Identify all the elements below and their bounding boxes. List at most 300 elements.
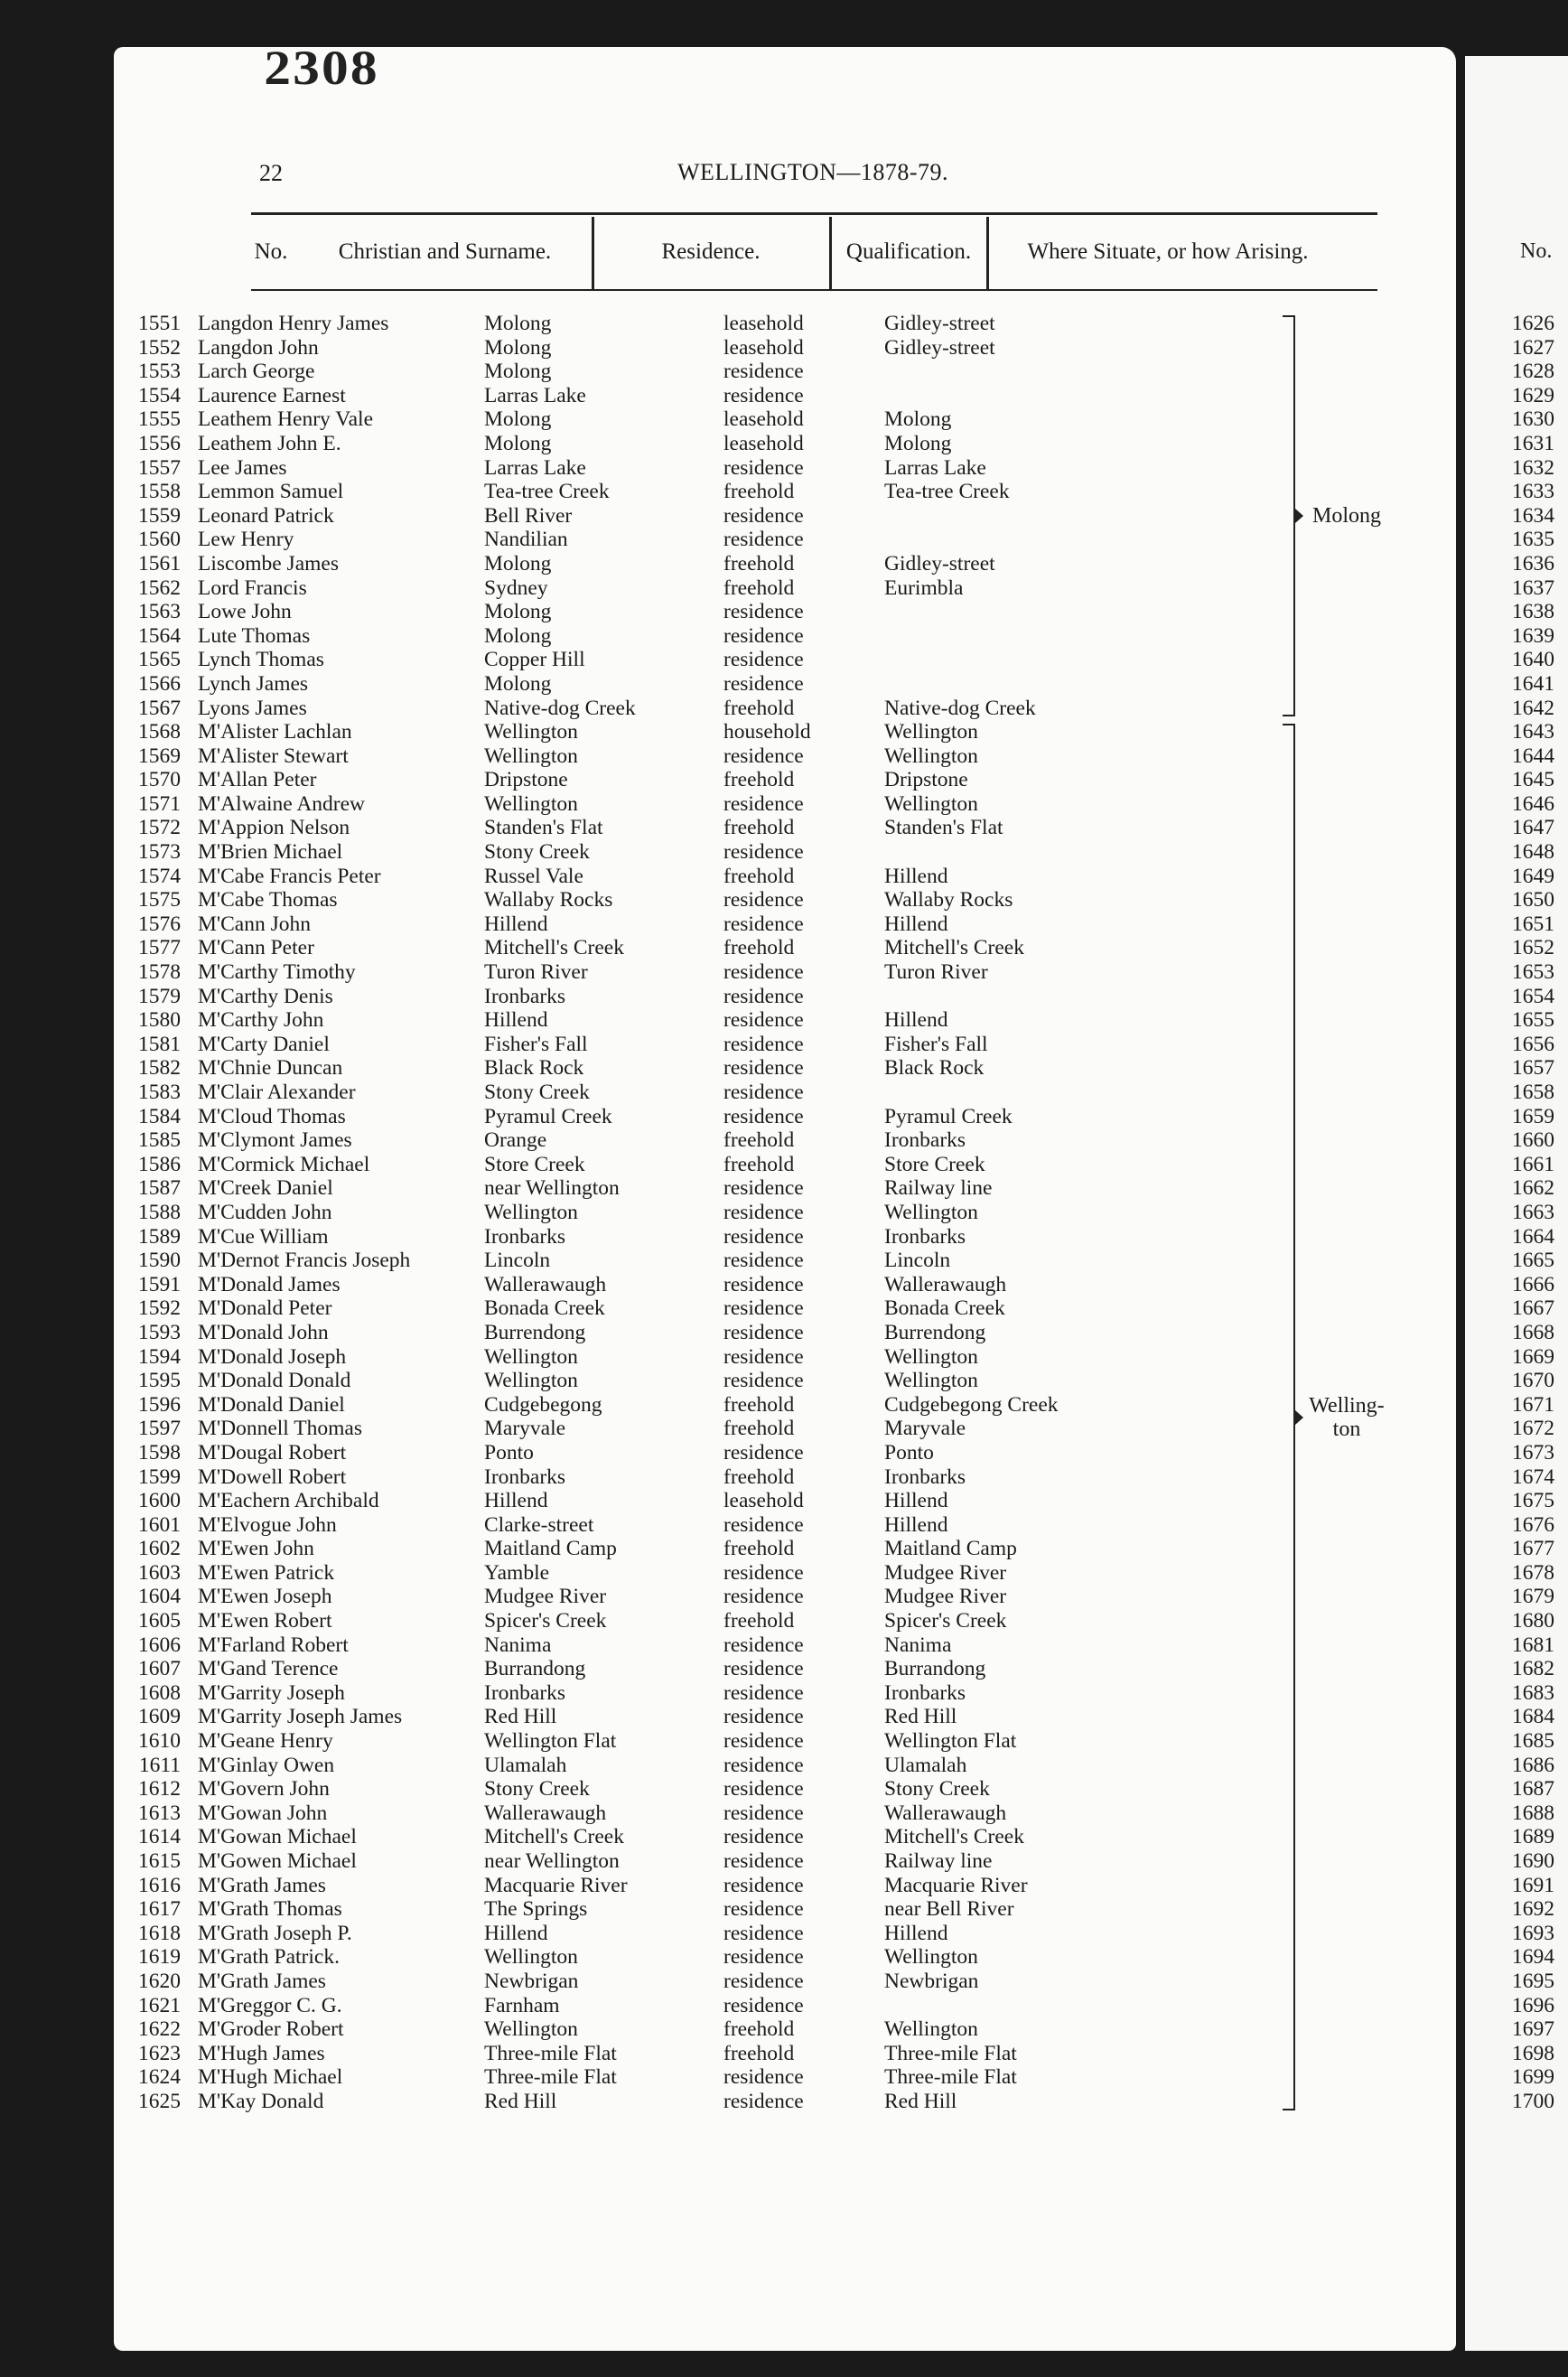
- cell-qualification: freehold: [723, 551, 795, 576]
- table-row: [0, 1729, 1342, 1754]
- cell-where: Red Hill: [884, 1705, 957, 1729]
- table-row: [0, 1561, 1342, 1586]
- cell-name: M'Cabe Thomas: [198, 888, 338, 912]
- adjacent-row-number: 1667: [1512, 1296, 1554, 1321]
- cell-no: 1613: [138, 1801, 181, 1825]
- table-row: [0, 1296, 1342, 1321]
- table-row: [0, 1777, 1342, 1801]
- cell-qualification: residence: [723, 1969, 804, 1993]
- cell-no: 1552: [138, 335, 181, 360]
- cell-name: M'Appion Nelson: [198, 816, 350, 840]
- cell-qualification: residence: [723, 960, 804, 985]
- table-row: [0, 912, 1342, 937]
- cell-residence: Hillend: [484, 1008, 548, 1033]
- table-row: [0, 1489, 1342, 1513]
- table-row: [0, 672, 1342, 697]
- adjacent-row-number: 1659: [1512, 1104, 1554, 1128]
- cell-where: Three-mile Flat: [884, 2065, 1017, 2090]
- cell-residence: Turon River: [484, 960, 588, 985]
- adjacent-row-number: 1647: [1512, 816, 1554, 840]
- cell-name: M'Cann John: [198, 912, 312, 936]
- cell-where: Wellington: [884, 791, 978, 816]
- cell-where: Wellington: [884, 1344, 978, 1369]
- cell-name: M'Greggor C. G.: [198, 1993, 342, 2017]
- cell-where: Molong: [884, 431, 952, 455]
- cell-residence: Ironbarks: [484, 1224, 566, 1249]
- cell-qualification: residence: [723, 1921, 804, 1945]
- cell-residence: Molong: [484, 335, 552, 360]
- district-brace-end: [1283, 724, 1295, 725]
- table-row: [0, 1008, 1342, 1033]
- adjacent-row-number: 1635: [1512, 528, 1554, 552]
- table-row: [0, 384, 1342, 408]
- adjacent-row-number: 1631: [1512, 431, 1554, 455]
- cell-residence: Maitland Camp: [484, 1537, 617, 1561]
- district-brace-end: [1283, 2109, 1295, 2110]
- cell-where: near Bell River: [884, 1897, 1014, 1922]
- cell-name: Leonard Patrick: [198, 503, 334, 528]
- cell-no: 1559: [138, 503, 181, 528]
- cell-name: M'Elvogue John: [198, 1512, 337, 1537]
- table-row: [0, 1441, 1342, 1465]
- cell-where: Ironbarks: [884, 1224, 966, 1249]
- cell-residence: Ulamalah: [484, 1753, 567, 1777]
- adjacent-row-number: 1642: [1512, 696, 1554, 720]
- cell-residence: Red Hill: [484, 2089, 557, 2113]
- cell-name: M'Grath Joseph P.: [198, 1921, 352, 1945]
- cell-where: Dripstone: [884, 768, 968, 792]
- cell-qualification: residence: [723, 1008, 804, 1033]
- adjacent-row-number: 1662: [1512, 1176, 1554, 1201]
- cell-name: M'Creek Daniel: [198, 1176, 333, 1201]
- cell-residence: Spicer's Creek: [484, 1609, 607, 1633]
- cell-where: Railway line: [884, 1849, 993, 1873]
- column-divider: [986, 217, 989, 291]
- cell-no: 1574: [138, 864, 181, 888]
- cell-qualification: residence: [723, 1801, 804, 1825]
- cell-no: 1621: [138, 1993, 181, 2017]
- cell-no: 1564: [138, 623, 181, 648]
- cell-where: Maryvale: [884, 1417, 966, 1441]
- cell-residence: Molong: [484, 551, 552, 576]
- adjacent-row-number: 1641: [1512, 671, 1554, 696]
- table-row: [0, 552, 1342, 576]
- cell-qualification: residence: [723, 1657, 804, 1681]
- table-row: [0, 1897, 1342, 1922]
- table-row: [0, 2042, 1342, 2066]
- adjacent-row-number: 1681: [1512, 1633, 1554, 1657]
- cell-name: Lute Thomas: [198, 623, 311, 648]
- cell-name: M'Groder Robert: [198, 2017, 344, 2042]
- cell-where: Burrandong: [884, 1657, 986, 1681]
- cell-no: 1557: [138, 455, 181, 480]
- table-row: [0, 1681, 1342, 1706]
- cell-where: Eurimbla: [884, 576, 964, 600]
- cell-qualification: residence: [723, 840, 804, 865]
- cell-name: M'Donald Peter: [198, 1296, 332, 1321]
- cell-residence: Ironbarks: [484, 1680, 566, 1705]
- adjacent-row-number: 1637: [1512, 576, 1554, 600]
- district-brace-point: [1295, 1410, 1303, 1425]
- cell-residence: Wellington: [484, 1945, 578, 1970]
- cell-where: Ulamalah: [884, 1753, 967, 1777]
- cell-no: 1609: [138, 1705, 181, 1729]
- table-row: [0, 985, 1342, 1009]
- adjacent-row-number: 1660: [1512, 1128, 1554, 1153]
- cell-no: 1602: [138, 1537, 181, 1561]
- table-row: [0, 1176, 1342, 1201]
- cell-qualification: residence: [723, 383, 804, 407]
- cell-residence: Burrandong: [484, 1657, 586, 1681]
- cell-qualification: residence: [723, 1897, 804, 1922]
- cell-qualification: residence: [723, 744, 804, 768]
- cell-residence: Three-mile Flat: [484, 2041, 617, 2065]
- cell-where: Three-mile Flat: [884, 2041, 1017, 2065]
- table-row: [0, 1249, 1342, 1273]
- cell-where: Wellington: [884, 720, 978, 744]
- cell-qualification: household: [723, 720, 811, 744]
- cell-name: M'Cudden John: [198, 1200, 332, 1224]
- cell-qualification: residence: [723, 1296, 804, 1321]
- cell-residence: Larras Lake: [484, 455, 586, 480]
- table-row: [0, 432, 1342, 456]
- column-divider: [592, 217, 594, 291]
- cell-no: 1551: [138, 312, 181, 335]
- cell-qualification: residence: [723, 2089, 804, 2113]
- cell-qualification: residence: [723, 1056, 804, 1081]
- cell-no: 1587: [138, 1176, 181, 1201]
- cell-name: M'Donald John: [198, 1320, 329, 1344]
- table-row: [0, 648, 1342, 672]
- cell-qualification: freehold: [723, 1152, 795, 1176]
- cell-name: M'Cue William: [198, 1224, 329, 1249]
- table-row: [0, 1633, 1342, 1658]
- cell-qualification: leasehold: [723, 312, 804, 335]
- cell-no: 1603: [138, 1560, 181, 1585]
- cell-name: M'Grath James: [198, 1969, 326, 1993]
- cell-where: Wallaby Rocks: [884, 888, 1013, 912]
- cell-where: Black Rock: [884, 1056, 985, 1081]
- column-header-residence: Residence.: [661, 239, 761, 264]
- cell-residence: Wallerawaugh: [484, 1801, 607, 1825]
- cell-no: 1595: [138, 1369, 181, 1393]
- cell-no: 1607: [138, 1657, 181, 1681]
- adjacent-row-number: 1700: [1512, 2089, 1554, 2113]
- adjacent-row-number: 1683: [1512, 1680, 1554, 1705]
- table-row: [0, 1105, 1342, 1129]
- adjacent-row-number: 1655: [1512, 1008, 1554, 1033]
- cell-residence: Hillend: [484, 912, 548, 936]
- district-brace-end: [1283, 315, 1295, 317]
- cell-residence: Stony Creek: [484, 1777, 590, 1801]
- table-row: [0, 1273, 1342, 1297]
- adjacent-row-number: 1653: [1512, 960, 1554, 985]
- table-row: [0, 1345, 1342, 1370]
- cell-where: Ironbarks: [884, 1680, 966, 1705]
- cell-name: M'Gowan Michael: [198, 1825, 357, 1849]
- cell-where: Ponto: [884, 1440, 934, 1465]
- cell-no: 1619: [138, 1945, 181, 1970]
- adjacent-row-number: 1628: [1512, 360, 1554, 384]
- cell-residence: Macquarie River: [484, 1873, 628, 1897]
- cell-name: Langdon John: [198, 335, 319, 360]
- cell-no: 1585: [138, 1128, 181, 1153]
- table-row: [0, 816, 1342, 840]
- cell-where: Store Creek: [884, 1152, 985, 1176]
- table-row: [0, 1056, 1342, 1081]
- adjacent-row-number: 1668: [1512, 1320, 1554, 1344]
- cell-residence: Wellington: [484, 720, 578, 744]
- table-row: [0, 1585, 1342, 1609]
- cell-residence: Farnham: [484, 1993, 560, 2017]
- cell-qualification: residence: [723, 648, 804, 672]
- cell-no: 1567: [138, 696, 181, 720]
- adjacent-row-number: 1630: [1512, 407, 1554, 432]
- cell-name: Lord Francis: [198, 576, 307, 600]
- cell-no: 1622: [138, 2017, 181, 2042]
- adjacent-row-number: 1629: [1512, 383, 1554, 407]
- cell-name: M'Garrity Joseph James: [198, 1705, 403, 1729]
- cell-name: M'Donald Joseph: [198, 1344, 347, 1369]
- cell-no: 1615: [138, 1849, 181, 1873]
- cell-residence: Hillend: [484, 1921, 548, 1945]
- cell-name: Larch George: [198, 360, 315, 384]
- adjacent-row-number: 1682: [1512, 1657, 1554, 1681]
- cell-qualification: freehold: [723, 480, 795, 504]
- cell-residence: Molong: [484, 312, 552, 335]
- cell-residence: Bonada Creek: [484, 1296, 605, 1321]
- cell-name: M'Ewen John: [198, 1537, 314, 1561]
- table-row: [0, 600, 1342, 624]
- cell-residence: Maryvale: [484, 1417, 566, 1441]
- adjacent-row-number: 1656: [1512, 1032, 1554, 1056]
- cell-residence: Dripstone: [484, 768, 568, 792]
- cell-no: 1554: [138, 383, 181, 407]
- cell-name: M'Geane Henry: [198, 1729, 333, 1754]
- cell-residence: Wellington: [484, 791, 578, 816]
- cell-residence: Wellington Flat: [484, 1729, 617, 1754]
- cell-name: M'Cabe Francis Peter: [198, 864, 381, 888]
- table-row: [0, 888, 1342, 912]
- adjacent-row-number: 1658: [1512, 1081, 1554, 1104]
- cell-residence: Stony Creek: [484, 1081, 590, 1104]
- adjacent-row-number: 1645: [1512, 768, 1554, 792]
- cell-qualification: freehold: [723, 2017, 795, 2042]
- cell-qualification: freehold: [723, 1465, 795, 1489]
- cell-name: Liscombe James: [198, 551, 339, 576]
- cell-residence: Stony Creek: [484, 840, 590, 865]
- cell-qualification: freehold: [723, 864, 795, 888]
- cell-no: 1592: [138, 1296, 181, 1321]
- table-row: [0, 1970, 1342, 1994]
- table-row: [0, 1922, 1342, 1946]
- cell-no: 1590: [138, 1249, 181, 1273]
- cell-residence: near Wellington: [484, 1849, 620, 1873]
- district-label: Molong: [1311, 504, 1381, 529]
- cell-where: Stony Creek: [884, 1777, 990, 1801]
- cell-no: 1563: [138, 600, 181, 624]
- cell-where: Railway line: [884, 1176, 993, 1201]
- cell-no: 1600: [138, 1489, 181, 1513]
- cell-no: 1616: [138, 1873, 181, 1897]
- adjacent-row-number: 1634: [1512, 503, 1554, 528]
- cell-residence: Yamble: [484, 1560, 550, 1585]
- adjacent-row-number: 1638: [1512, 600, 1554, 624]
- cell-where: Spicer's Creek: [884, 1609, 1007, 1633]
- cell-name: M'Cann Peter: [198, 936, 314, 960]
- table-row: [0, 1128, 1342, 1153]
- cell-where: Mudgee River: [884, 1560, 1007, 1585]
- cell-where: Pyramul Creek: [884, 1104, 1013, 1128]
- cell-no: 1596: [138, 1392, 181, 1417]
- adjacent-row-number: 1640: [1512, 648, 1554, 672]
- cell-where: Gidley-street: [884, 335, 995, 360]
- adjacent-row-number: 1692: [1512, 1897, 1554, 1922]
- cell-name: M'Gand Terence: [198, 1657, 339, 1681]
- running-title: WELLINGTON—1878-79.: [677, 159, 949, 185]
- adjacent-row-number: 1643: [1512, 720, 1554, 744]
- cell-where: Gidley-street: [884, 551, 995, 576]
- cell-no: 1598: [138, 1440, 181, 1465]
- cell-qualification: residence: [723, 1512, 804, 1537]
- cell-qualification: residence: [723, 1344, 804, 1369]
- cell-name: M'Donald James: [198, 1272, 341, 1296]
- cell-qualification: freehold: [723, 696, 795, 720]
- cell-qualification: freehold: [723, 1128, 795, 1153]
- cell-qualification: residence: [723, 1560, 804, 1585]
- cell-no: 1606: [138, 1633, 181, 1657]
- cell-qualification: residence: [723, 1369, 804, 1393]
- table-row: [0, 336, 1342, 360]
- adjacent-row-number: 1657: [1512, 1056, 1554, 1081]
- cell-qualification: residence: [723, 1272, 804, 1296]
- cell-no: 1573: [138, 840, 181, 865]
- adjacent-row-number: 1690: [1512, 1849, 1554, 1873]
- table-row: [0, 1225, 1342, 1249]
- cell-no: 1568: [138, 720, 181, 744]
- cell-residence: Orange: [484, 1128, 547, 1153]
- cell-residence: Pyramul Creek: [484, 1104, 612, 1128]
- cell-qualification: leasehold: [723, 407, 804, 432]
- table-row: [0, 1465, 1342, 1490]
- cell-no: 1611: [138, 1753, 181, 1777]
- cell-residence: Wellington: [484, 744, 578, 768]
- adjacent-row-number: 1651: [1512, 912, 1554, 936]
- adjacent-row-number: 1644: [1512, 744, 1554, 768]
- adjacent-row-number: 1672: [1512, 1417, 1554, 1441]
- cell-qualification: residence: [723, 1176, 804, 1201]
- cell-no: 1566: [138, 671, 181, 696]
- adjacent-row-number: 1646: [1512, 791, 1554, 816]
- cell-qualification: residence: [723, 1104, 804, 1128]
- adjacent-row-number: 1694: [1512, 1945, 1554, 1970]
- cell-where: Wellington: [884, 1369, 978, 1393]
- cell-where: Wellington: [884, 1945, 978, 1970]
- table-row: [0, 1513, 1342, 1538]
- table-row: [0, 960, 1342, 985]
- cell-where: Wellington: [884, 1200, 978, 1224]
- table-row: [0, 1201, 1342, 1225]
- cell-qualification: residence: [723, 1729, 804, 1754]
- cell-where: Nanima: [884, 1633, 952, 1657]
- cell-name: M'Donnell Thomas: [198, 1417, 362, 1441]
- cell-where: Hillend: [884, 1008, 948, 1033]
- cell-residence: Three-mile Flat: [484, 2065, 617, 2090]
- cell-name: M'Garrity Joseph: [198, 1680, 345, 1705]
- table-row: [0, 768, 1342, 792]
- district-label: Welling- ton: [1309, 1393, 1385, 1441]
- cell-qualification: residence: [723, 1993, 804, 2017]
- cell-residence: Bell River: [484, 503, 573, 528]
- cell-name: M'Brien Michael: [198, 840, 343, 865]
- cell-where: Wallerawaugh: [884, 1272, 1007, 1296]
- table-row: [0, 2090, 1342, 2114]
- cell-qualification: residence: [723, 984, 804, 1008]
- table-row: [0, 865, 1342, 889]
- cell-where: Ironbarks: [884, 1128, 966, 1153]
- cell-residence: Nandilian: [484, 528, 568, 552]
- cell-qualification: residence: [723, 623, 804, 648]
- cell-qualification: residence: [723, 1753, 804, 1777]
- cell-name: M'Hugh James: [198, 2041, 325, 2065]
- cell-where: Molong: [884, 407, 952, 432]
- cell-name: M'Carty Daniel: [198, 1032, 330, 1056]
- cell-name: Lynch James: [198, 671, 309, 696]
- cell-residence: Standen's Flat: [484, 816, 603, 840]
- adjacent-row-number: 1652: [1512, 936, 1554, 960]
- table-row: [0, 504, 1342, 529]
- table-row: [0, 1825, 1342, 1849]
- table-row: [0, 1657, 1342, 1681]
- adjacent-row-number: 1688: [1512, 1801, 1554, 1825]
- column-divider: [829, 217, 832, 291]
- adjacent-row-number: 1686: [1512, 1753, 1554, 1777]
- cell-name: M'Grath James: [198, 1873, 326, 1897]
- cell-residence: Burrendong: [484, 1320, 586, 1344]
- adjacent-row-number: 1663: [1512, 1200, 1554, 1224]
- adjacent-row-number: 1666: [1512, 1272, 1554, 1296]
- cell-where: Native-dog Creek: [884, 696, 1036, 720]
- cell-name: M'Alister Stewart: [198, 744, 349, 768]
- cell-no: 1589: [138, 1224, 181, 1249]
- cell-name: M'Hugh Michael: [198, 2065, 343, 2090]
- cell-no: 1623: [138, 2041, 181, 2065]
- cell-name: M'Clair Alexander: [198, 1081, 356, 1104]
- cell-residence: Black Rock: [484, 1056, 584, 1081]
- cell-name: Leathem Henry Vale: [198, 407, 374, 432]
- cell-no: 1556: [138, 431, 181, 455]
- table-row: [0, 1801, 1342, 1826]
- cell-qualification: residence: [723, 671, 804, 696]
- cell-qualification: residence: [723, 503, 804, 528]
- cell-name: M'Ewen Joseph: [198, 1585, 332, 1609]
- district-brace-point: [1295, 509, 1303, 523]
- cell-name: Lee James: [198, 455, 287, 480]
- cell-where: Mudgee River: [884, 1585, 1007, 1609]
- cell-qualification: residence: [723, 791, 804, 816]
- cell-no: 1625: [138, 2089, 181, 2113]
- adjacent-row-number: 1699: [1512, 2065, 1554, 2090]
- cell-no: 1594: [138, 1344, 181, 1369]
- cell-name: Lowe John: [198, 600, 292, 624]
- adjacent-row-number: 1650: [1512, 888, 1554, 912]
- cell-residence: Hillend: [484, 1489, 548, 1513]
- cell-where: Burrendong: [884, 1320, 986, 1344]
- table-row: [0, 576, 1342, 601]
- cell-name: M'Ginlay Owen: [198, 1753, 335, 1777]
- cell-no: 1605: [138, 1609, 181, 1633]
- cell-residence: Ironbarks: [484, 1465, 566, 1489]
